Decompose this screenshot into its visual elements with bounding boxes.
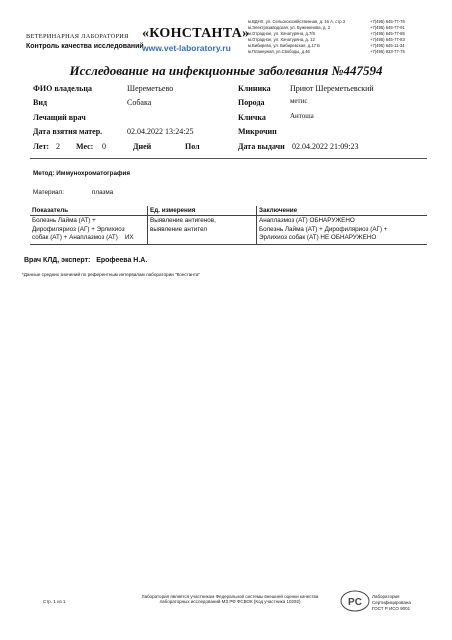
- sex-label: Пол: [185, 142, 200, 151]
- contact-address: м.Отрадное, ул. Хачатуряна, д. 12: [248, 37, 315, 42]
- svg-text:PC: PC: [348, 597, 362, 608]
- months-value: 0: [102, 142, 106, 151]
- issued-date-label: Дата выдачи: [238, 142, 285, 151]
- material-label: Материал:: [33, 189, 64, 196]
- contact-phone: +7(495) 645-77-86: [370, 31, 405, 36]
- cell-line: Эрлихиоз собак (АТ) НЕ ОБНАРУЖЕНО: [259, 234, 377, 241]
- column-header-units: Ед. измерения: [148, 206, 257, 216]
- signature: Врач КЛД, эксперт: Ерофеева Н.А.: [24, 257, 148, 264]
- method-label: Метод: Иммунохроматография: [33, 170, 131, 177]
- years-value: 2: [56, 142, 60, 151]
- lab-subtitle: Контроль качества исследований: [26, 43, 144, 50]
- lab-url-link[interactable]: www.vet-laboratory.ru: [142, 43, 231, 53]
- page-number: Стр. 1 из 1: [43, 599, 66, 604]
- contact-address: м.Отрадное, ул. Хачатуряна, д.7/8: [248, 31, 315, 36]
- contact-phone: +7(495) 933-77-75: [370, 49, 405, 54]
- conclusion-cell: [257, 216, 428, 245]
- breed-value: метис: [290, 97, 308, 105]
- certification-text: [372, 594, 411, 612]
- units-cell: [148, 216, 257, 245]
- taken-date-label: Дата взятия матер.: [33, 127, 103, 136]
- years-label: Лет:: [33, 142, 50, 151]
- cell-line: Дирофиляриоз (АГ) + Эрлихиоз: [32, 225, 125, 233]
- months-label: Мес:: [76, 142, 94, 151]
- contact-phone: +7(495) 645-11-34: [370, 43, 405, 48]
- species-value: Собака: [127, 98, 152, 107]
- column-header-conclusion: Заключение: [257, 206, 428, 216]
- cell-line: Выявление антигенов,: [150, 217, 216, 224]
- contact-address: м.Планерная, ул.Свободы, д.46: [248, 49, 310, 54]
- fsvok-line: лабораторных исследований МЗ РФ ФСВОК (Код участника 10292): [159, 599, 301, 604]
- nickname-label: Кличка: [238, 113, 266, 122]
- contact-address: м.ВДНХ, ул. Сельскохозяйственная, д. 16 А, стр.3: [248, 19, 346, 24]
- cell-line: собак (АТ) + Анаплазмоз (АТ) ИХ: [32, 234, 134, 241]
- material-value: плазма: [92, 189, 114, 196]
- contact-phone: +7(495) 645-77-76: [370, 19, 405, 24]
- page-title: Исследование на инфекционные заболевания №447594: [69, 63, 383, 78]
- lab-name: ВЕТЕРИНАРНАЯ ЛАБОРАТОРИЯ: [26, 33, 129, 40]
- clinic-value: Приют Шереметьевский: [290, 84, 374, 93]
- contact-address: м.Бибирево, ул. Бибиревская, д.17 Б: [248, 43, 320, 48]
- cert-line: Лаборатория: [372, 594, 400, 599]
- divider: [30, 158, 427, 159]
- species-label: Вид: [33, 98, 47, 107]
- cell-line: Болезнь Лайма (АТ) +: [32, 217, 96, 224]
- results-table: [30, 206, 427, 245]
- contact-phone: +7(495) 645-77-83: [370, 37, 405, 42]
- lab-brand: «КОНСТАНТА»: [142, 26, 250, 41]
- fsvok-line: Лаборатория является участником Федеральной системы внешней оценки качества: [141, 594, 319, 599]
- indicator-cell: [30, 216, 148, 245]
- cell-line: Анаплазмоз (АТ) ОБНАРУЖЕНО: [259, 217, 355, 224]
- contact-phone: +7(495) 645-77-91: [370, 25, 405, 30]
- table-header-row: [30, 206, 427, 216]
- cell-line: Болезнь Лайма (АТ) + Дирофиляриоз (АГ) +: [259, 225, 388, 233]
- owner-value: Шереметьево: [127, 84, 174, 93]
- nickname-value: Антоша: [290, 112, 314, 120]
- issued-date-value: 02.04.2022 21:09:23: [292, 142, 359, 151]
- reference-note: *Данные средних значений по референтным интервалам лаборатории "Константа": [22, 272, 201, 277]
- certification-logo-icon: [340, 590, 370, 612]
- taken-date-value: 02.04.2022 13:24:25: [127, 127, 194, 136]
- breed-label: Порода: [238, 98, 265, 107]
- column-header-indicator: Показатель: [30, 206, 148, 216]
- clinic-label: Клиника: [238, 84, 271, 93]
- cert-line: Сертифицирована: [372, 600, 411, 606]
- doctor-label: Лечащий врач: [33, 113, 86, 122]
- fsvok-statement: [120, 594, 340, 604]
- table-row: [30, 216, 427, 245]
- days-label: Дней: [133, 142, 152, 151]
- cert-line: ГОСТ Р ИСО 9001: [372, 606, 411, 612]
- cell-line: выявление антител: [150, 225, 208, 233]
- owner-label: ФИО владельца: [33, 84, 92, 93]
- chip-label: Микрочип: [238, 127, 277, 136]
- contact-address: м.Электрозаводская, ул. Буженинова, д. 2: [248, 25, 331, 30]
